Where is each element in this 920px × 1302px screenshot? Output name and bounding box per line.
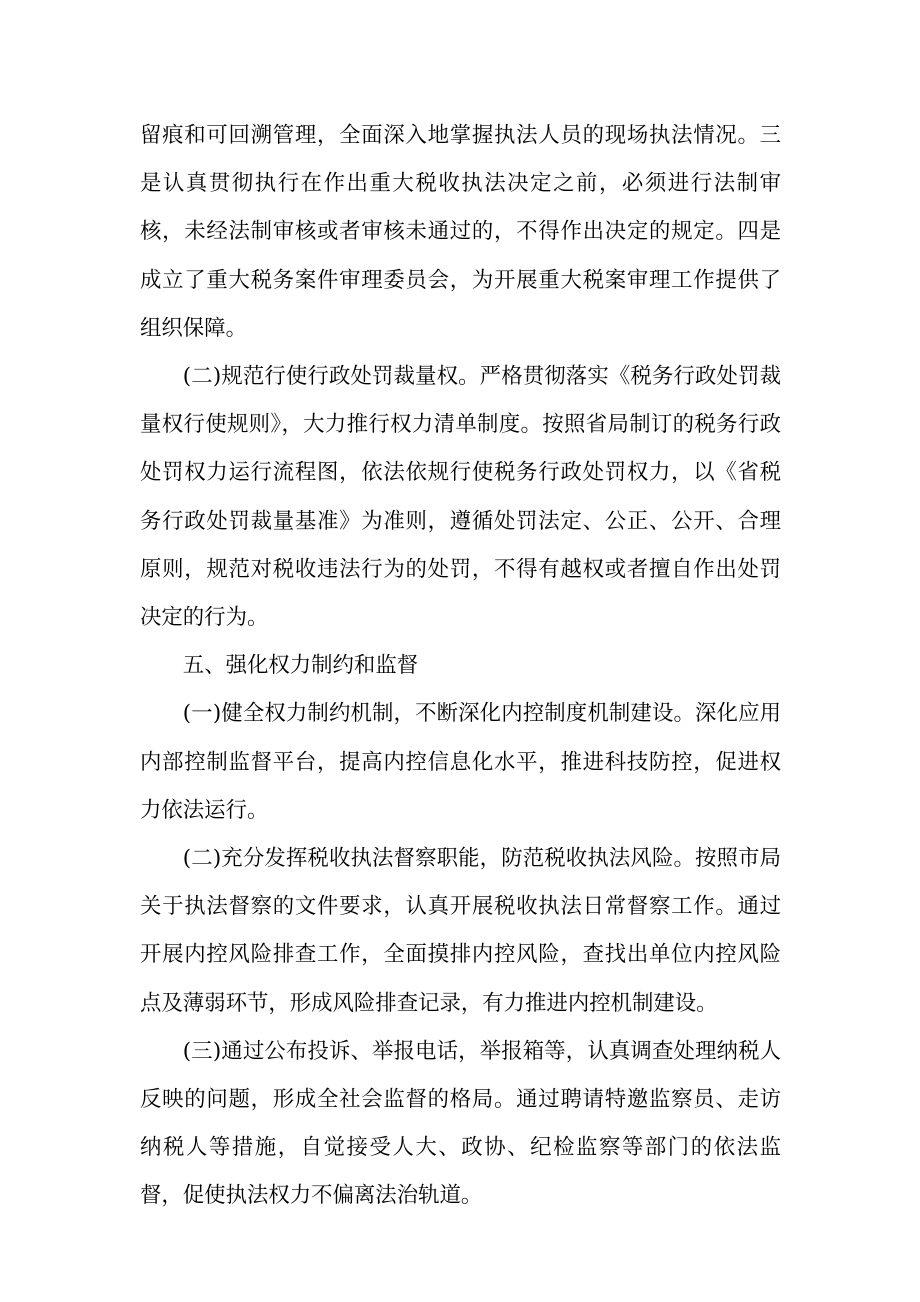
- paragraph-continued: 留痕和可回溯管理，全面深入地掌握执法人员的现场执法情况。三是认真贯彻执行在作出重大税收执法决定之前，必须进行法制审核，未经法制审核或者审核未通过的，不得作出决定的规定。四是成立了重大税务案件审理委员会，为开展重大税案审理工作提供了组织保障。: [140, 123, 781, 341]
- paragraph-power-restriction: (一)健全权力制约机制，不断深化内控制度机制建设。深化应用内部控制监督平台，提高内控信息化水平，推进科技防控，促进权力依法运行。: [140, 701, 781, 823]
- paragraph-enforcement-supervision: (二)充分发挥税收执法督察职能，防范税收执法风险。按照市局关于执法督察的文件要求，认真开展税收执法日常督察工作。通过开展内控风险排查工作，全面摸排内控风险，查找出单位内控风险点及薄弱环节，形成风险排查记录，有力推进内控机制建设。: [140, 846, 781, 1016]
- section-heading: 五、强化权力制约和监督: [182, 653, 419, 679]
- paragraph-public-supervision: (三)通过公布投诉、举报电话，举报箱等，认真调查处理纳税人反映的问题，形成全社会监督的格局。通过聘请特邀监察员、走访纳税人等措施，自觉接受人大、政协、纪检监察等部门的依法监督，促使执法权力不偏离法治轨道。: [140, 1038, 781, 1209]
- paragraph-penalty-discretion: (二)规范行使行政处罚裁量权。严格贯彻落实《税务行政处罚裁量权行使规则》，大力推行权力清单制度。按照省局制订的税务行政处罚权力运行流程图，依法依规行使税务行政处罚权力，以《省税务行政处罚裁量基准》为准则，遵循处罚法定、公正、公开、合理原则，规范对税收违法行为的处罚，不得有越权或者擅自作出处罚决定的行为。: [140, 364, 781, 631]
- document-body: [140, 112, 781, 1221]
